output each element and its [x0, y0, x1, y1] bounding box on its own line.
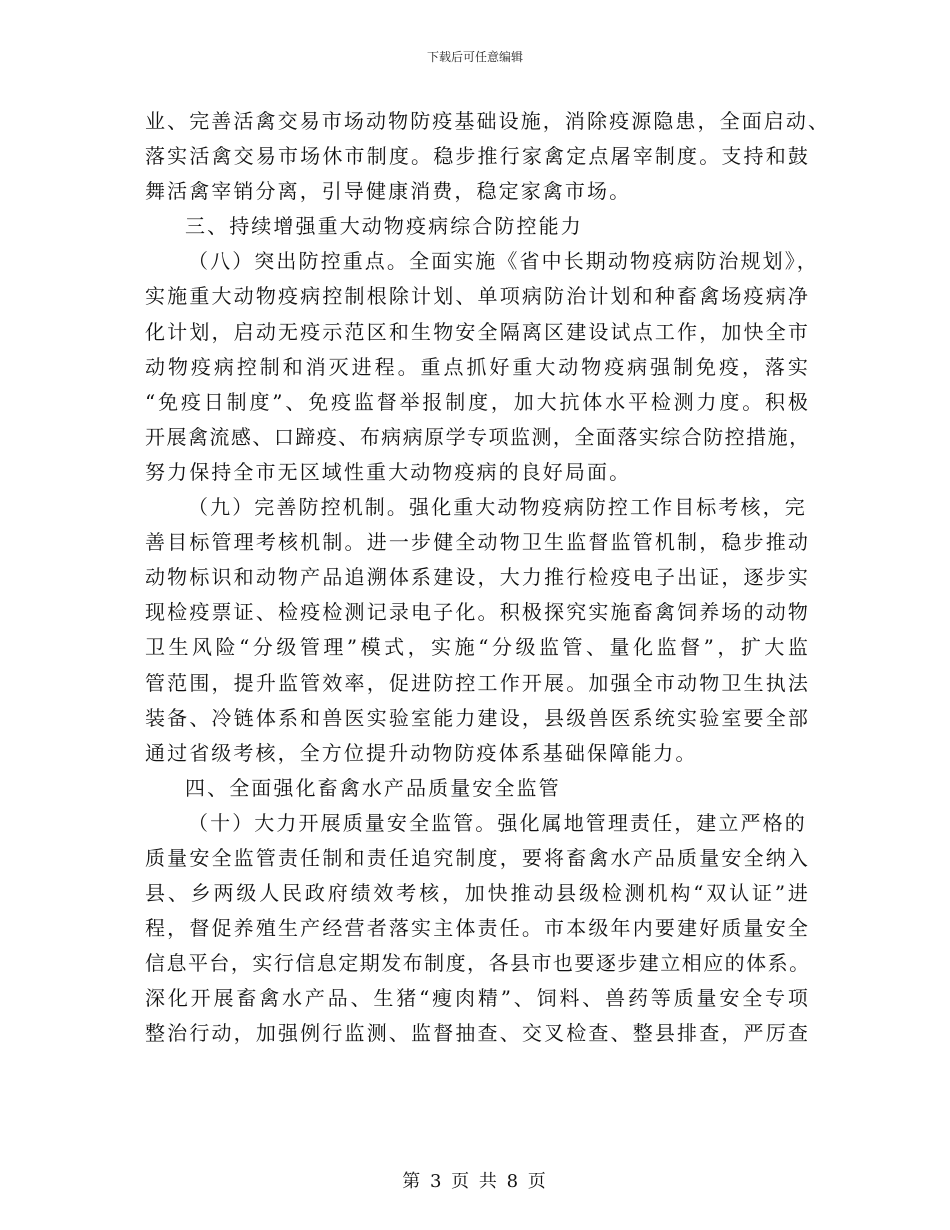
body-line: 现检疫票证、检疫检测记录电子化。积极探究实施畜禽饲养场的动物 [145, 600, 810, 625]
body-line: 程，督促养殖生产经营者落实主体责任。市本级年内要建好质量安全 [145, 916, 810, 941]
body-line: “免疫日制度”、免疫监督举报制度，加大抗体水平检测力度。积极 [145, 389, 810, 414]
section-heading: 三、持续增强重大动物疫病综合防控能力 [185, 214, 583, 239]
body-line: 装备、冷链体系和兽医实验室能力建设，县级兽医系统实验室要全部 [145, 705, 810, 730]
paragraph-start: （九）完善防控机制。强化重大动物疫病防控工作目标考核，完 [188, 495, 807, 520]
body-line: 化计划，启动无疫示范区和生物安全隔离区建设试点工作，加快全市 [145, 319, 810, 344]
document-body [145, 104, 831, 1052]
body-line: 县、乡两级人民政府绩效考核，加快推动县级检测机构“双认证”进 [145, 881, 810, 906]
paragraph-start: （十）大力开展质量安全监管。强化属地管理责任，建立严格的 [188, 810, 807, 835]
body-line: 业、完善活禽交易市场动物防疫基础设施，消除疫源隐患，全面启动、 [145, 109, 831, 133]
page-header: 下载后可任意编辑 [426, 50, 523, 64]
page-number-footer: 第 3 页 共 8 页 [402, 1171, 548, 1192]
body-line: 质量安全监管责任制和责任追究制度，要将畜禽水产品质量安全纳入 [145, 845, 810, 870]
body-line: 整治行动，加强例行监测、监督抽查、交叉检查、整县排查，严厉查 [145, 1021, 810, 1046]
body-line: 开展禽流感、口蹄疫、布病病原学专项监测，全面落实综合防控措施， [145, 424, 810, 449]
body-line: 实施重大动物疫病控制根除计划、单项病防治计划和种畜禽场疫病净 [145, 284, 810, 309]
body-line: 动物标识和动物产品追溯体系建设，大力推行检疫电子出证，逐步实 [145, 565, 810, 590]
body-line: 善目标管理考核机制。进一步健全动物卫生监督监管机制，稳步推动 [145, 530, 810, 555]
section-heading: 四、全面强化畜禽水产品质量安全监管 [185, 775, 561, 800]
body-line: 努力保持全市无区域性重大动物疫病的良好局面。 [145, 459, 632, 484]
body-line: 管范围，提升监管效率，促进防控工作开展。加强全市动物卫生执法 [145, 670, 810, 695]
body-line: 信息平台，实行信息定期发布制度，各县市也要逐步建立相应的体系。 [145, 951, 810, 976]
body-line: 通过省级考核，全方位提升动物防疫体系基础保障能力。 [145, 740, 698, 765]
body-line: 动物疫病控制和消灭进程。重点抓好重大动物疫病强制免疫，落实 [145, 354, 810, 379]
paragraph-start: （八）突出防控重点。全面实施《省中长期动物疫病防治规划》， [188, 249, 819, 274]
body-line: 卫生风险“分级管理”模式，实施“分级监管、量化监督”，扩大监 [145, 635, 810, 660]
body-line: 深化开展畜禽水产品、生猪“瘦肉精”、饲料、兽药等质量安全专项 [145, 986, 810, 1011]
body-line: 落实活禽交易市场休市制度。稳步推行家禽定点屠宰制度。支持和鼓 [145, 144, 810, 169]
body-line: 舞活禽宰销分离，引导健康消费，稳定家禽市场。 [145, 179, 632, 204]
